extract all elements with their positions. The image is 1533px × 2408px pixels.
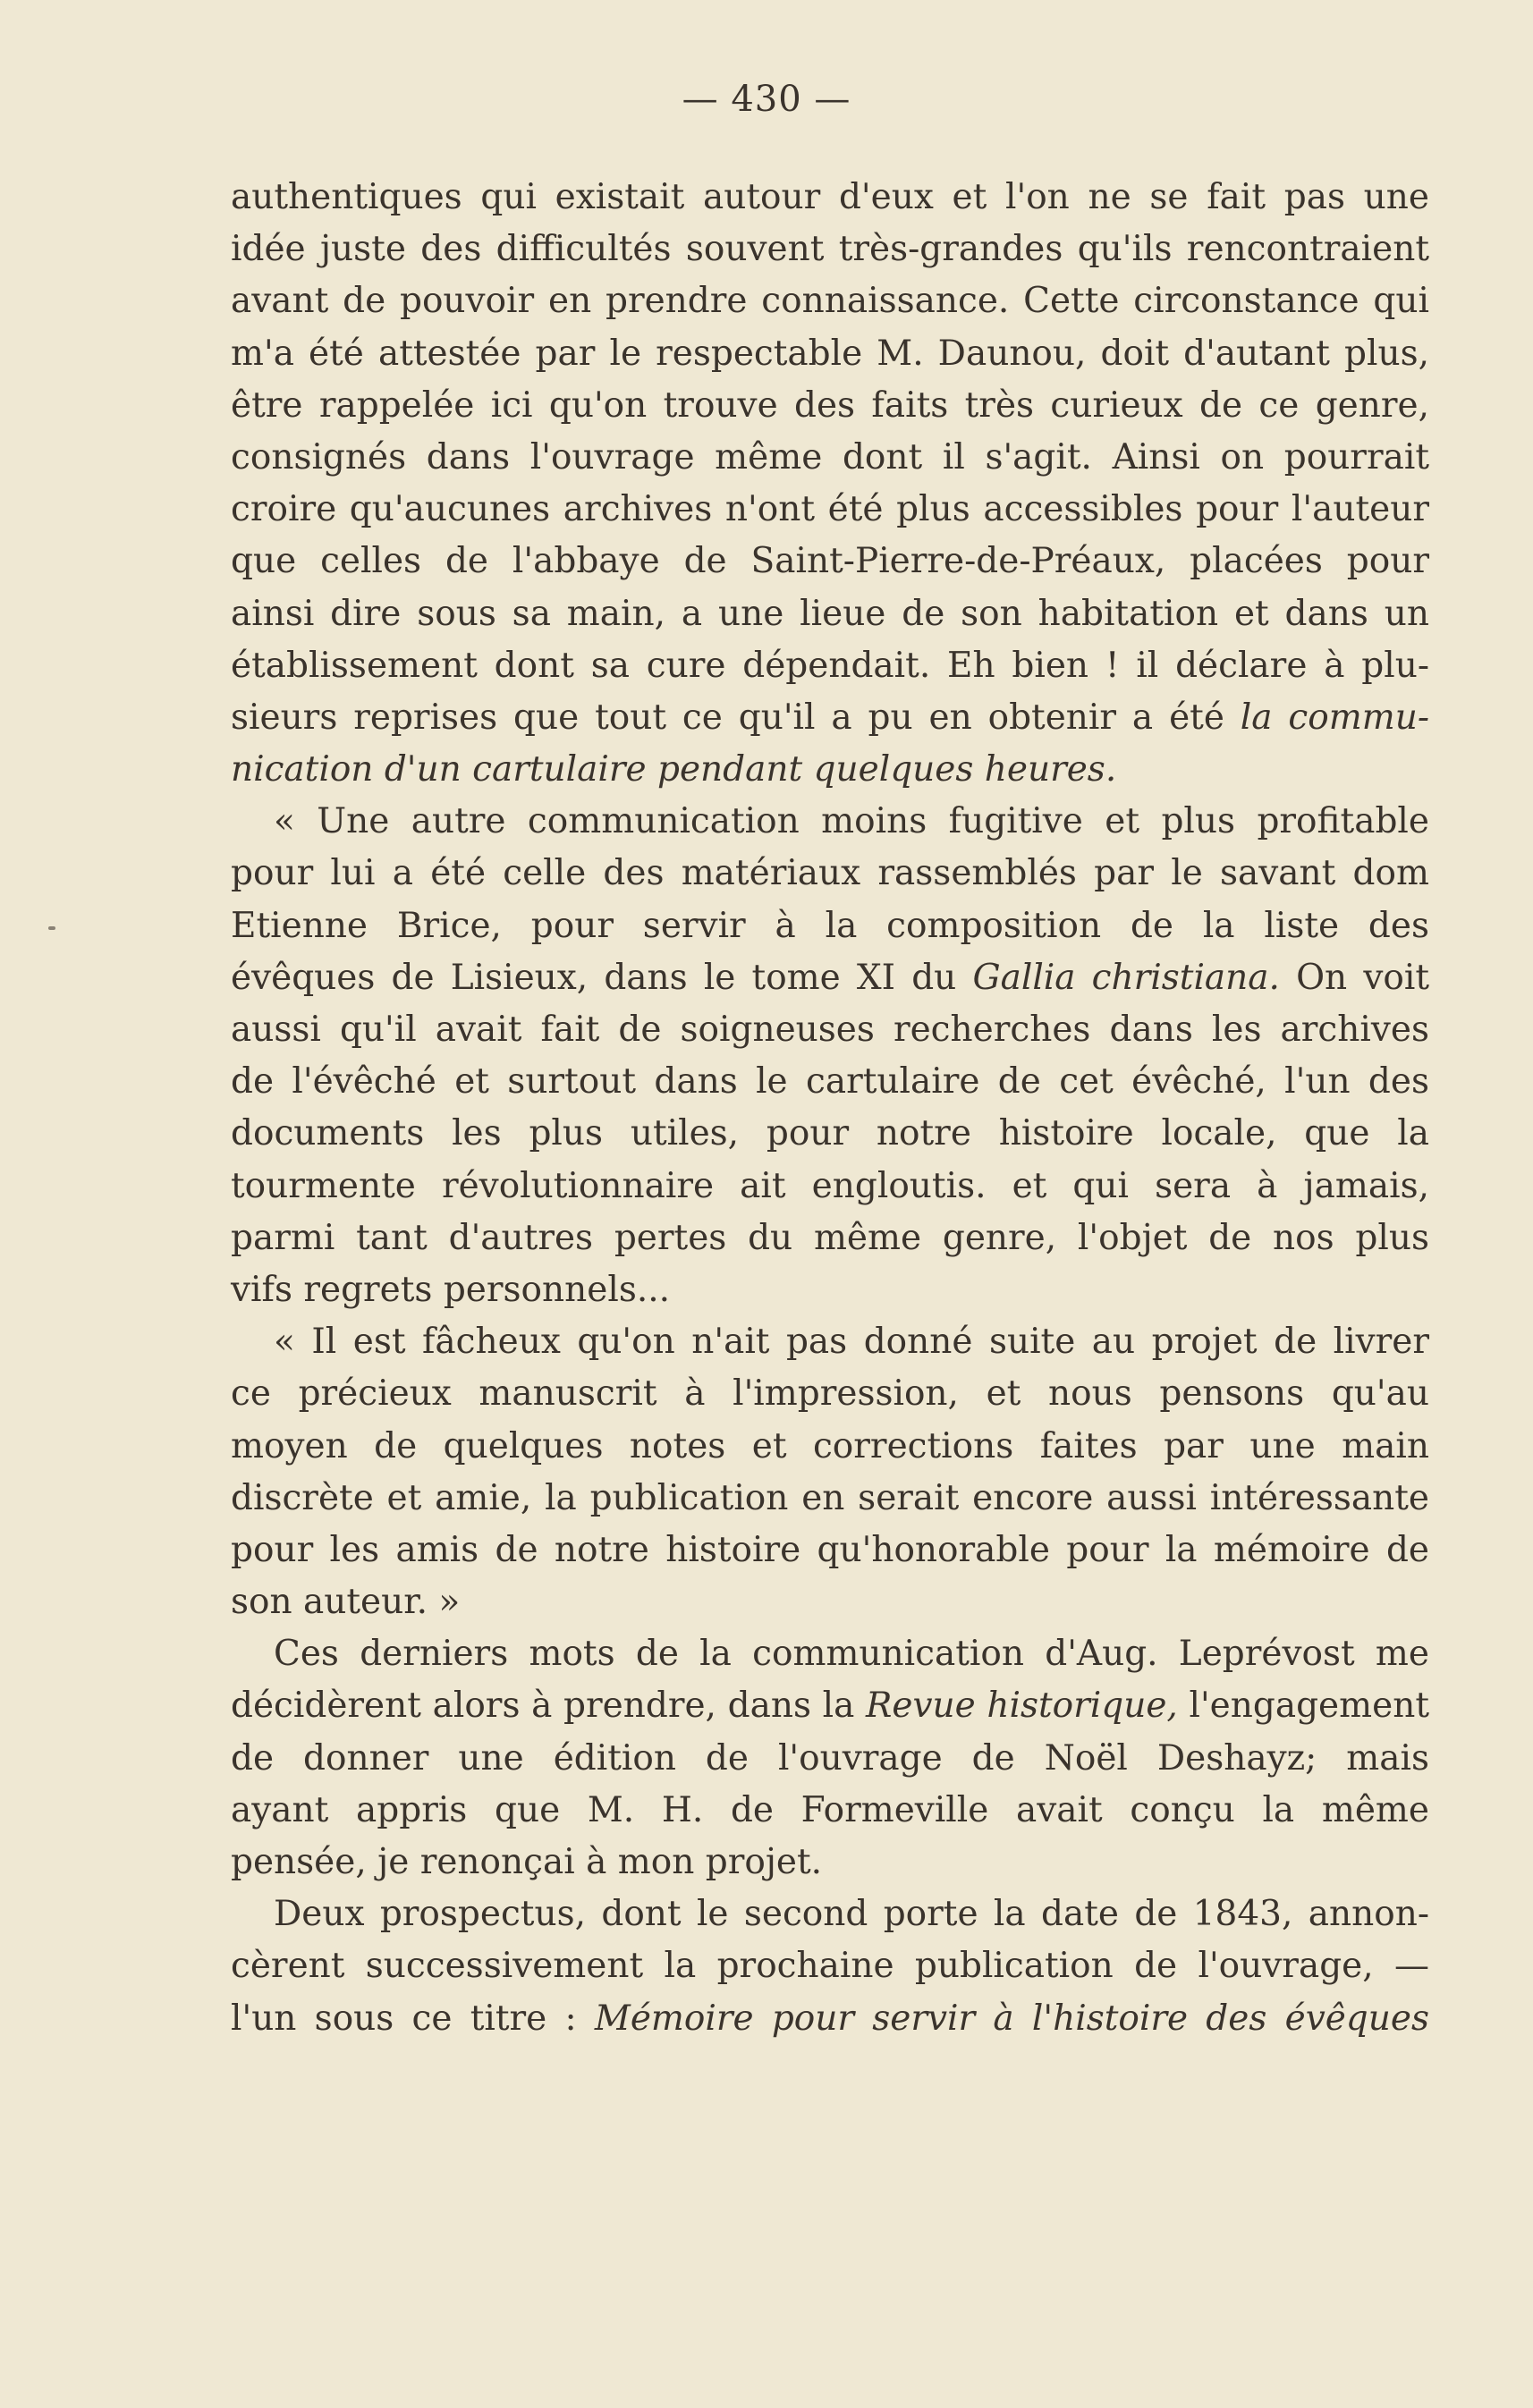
text-segment: ayant appris que M. H. de Formeville avait conçu la même <box>231 1789 1429 1830</box>
body-text <box>231 172 1429 2045</box>
text-line <box>231 1785 1429 1837</box>
text-line <box>231 848 1429 900</box>
page-number: — 430 — <box>682 79 851 120</box>
text-segment: Ces derniers mots de la communication d'Aug. Leprévost me <box>274 1634 1429 1675</box>
text-segment: aussi qu'il avait fait de soigneuses recherches dans les archives <box>231 1010 1429 1050</box>
text-line <box>231 328 1429 380</box>
text-segment: idée juste des difficultés souvent très-grandes qu'ils rencontraient <box>231 229 1429 270</box>
text-line <box>231 692 1429 744</box>
text-line <box>231 1733 1429 1785</box>
text-segment: sieurs reprises que tout ce qu'il a pu en obtenir a été <box>231 697 1241 738</box>
text-segment: croire qu'aucunes archives n'ont été plus accessibles pour l'auteur <box>231 489 1429 530</box>
text-segment: être rappelée ici qu'on trouve des faits très curieux de ce genre, <box>231 384 1429 426</box>
italic-text: Revue historique, <box>866 1686 1178 1727</box>
text-segment: de donner une édition de l'ouvrage de Noël Deshayz; mais <box>231 1737 1429 1779</box>
text-segment: évêques de Lisieux, dans le tome XI du <box>231 957 973 998</box>
text-segment: pour les amis de notre histoire qu'honorable pour la mémoire de <box>231 1529 1429 1570</box>
text-segment: décidèrent alors à prendre, dans la <box>231 1686 867 1727</box>
text-line <box>231 640 1429 692</box>
text-line <box>231 172 1429 224</box>
italic-text: Mémoire pour servir à l'histoire des évêques <box>594 1998 1429 2039</box>
text-segment: authentiques qui existait autour d'eux et l'on ne se fait pas une <box>231 177 1429 217</box>
text-line <box>231 484 1429 536</box>
text-segment: l'un sous ce titre : <box>231 1998 595 2039</box>
text-line <box>231 432 1429 484</box>
text-segment: documents les plus utiles, pour notre histoire locale, que la <box>231 1113 1429 1154</box>
text-line <box>231 1368 1429 1420</box>
text-segment: avant de pouvoir en prendre connaissance. Cette circonstance qui <box>231 281 1429 322</box>
text-line <box>231 1628 1429 1680</box>
text-line <box>231 1108 1429 1160</box>
text-line <box>231 1473 1429 1525</box>
text-line <box>231 1888 1429 1940</box>
margin-mark <box>48 926 55 930</box>
text-line <box>231 1004 1429 1056</box>
italic-text: nication d'un cartulaire pendant quelques heures. <box>231 749 1117 790</box>
text-segment: son auteur. » <box>231 1582 461 1623</box>
text-line <box>231 588 1429 640</box>
text-line <box>231 1161 1429 1212</box>
text-segment: cèrent successivement la prochaine publication de l'ouvrage, — <box>231 1946 1429 1987</box>
text-line <box>231 1316 1429 1368</box>
text-line <box>231 1680 1429 1732</box>
text-line <box>231 744 1429 796</box>
text-line <box>231 1212 1429 1264</box>
text-line <box>231 952 1429 1004</box>
text-segment: On voit <box>1279 957 1429 998</box>
text-line <box>231 1056 1429 1108</box>
text-line <box>231 1576 1429 1628</box>
text-segment: établissement dont sa cure dépendait. Eh bien ! il déclare à plu- <box>231 645 1429 686</box>
text-segment: « Une autre communication moins fugitive et plus profitable <box>274 801 1429 842</box>
text-segment: que celles de l'abbaye de Saint-Pierre-de-Préaux, placées pour <box>231 541 1429 582</box>
text-segment: « Il est fâcheux qu'on n'ait pas donné suite au projet de livrer <box>274 1322 1429 1363</box>
text-segment: Etienne Brice, pour servir à la composition de la liste des <box>231 905 1429 946</box>
text-line <box>231 224 1429 275</box>
text-line <box>231 1940 1429 1992</box>
text-line <box>231 275 1429 327</box>
text-line <box>231 1264 1429 1316</box>
text-line <box>231 1421 1429 1473</box>
text-segment: vifs regrets personnels... <box>231 1269 671 1310</box>
text-segment: parmi tant d'autres pertes du même genre, l'objet de nos plus <box>231 1217 1429 1258</box>
text-segment: discrète et amie, la publication en serait encore aussi intéressante <box>231 1477 1429 1518</box>
text-segment: Deux prospectus, dont le second porte la date de 1843, annon- <box>274 1894 1429 1935</box>
text-segment: ce précieux manuscrit à l'impression, et nous pensons qu'au <box>231 1373 1429 1415</box>
text-line <box>231 380 1429 432</box>
text-line <box>231 1525 1429 1576</box>
text-line <box>231 1993 1429 2045</box>
text-line <box>231 1837 1429 1888</box>
text-segment: moyen de quelques notes et corrections faites par une main <box>231 1425 1429 1466</box>
text-segment: ainsi dire sous sa main, a une lieue de son habitation et dans un <box>231 593 1429 634</box>
text-segment: pour lui a été celle des matériaux rassemblés par le savant dom <box>231 853 1429 894</box>
text-segment: de l'évêché et surtout dans le cartulaire de cet évêché, l'un des <box>231 1061 1429 1103</box>
text-line <box>231 536 1429 587</box>
italic-text: la commu- <box>1240 697 1429 738</box>
text-segment: pensée, je renonçai à mon projet. <box>231 1842 823 1882</box>
text-line <box>231 796 1429 848</box>
text-line <box>231 900 1429 952</box>
text-segment: m'a été attestée par le respectable M. Daunou, doit d'autant plus, <box>231 333 1429 374</box>
italic-text: Gallia christiana. <box>972 957 1280 998</box>
text-segment: l'engagement <box>1177 1686 1429 1727</box>
text-segment: tourmente révolutionnaire ait engloutis. et qui sera à jamais, <box>231 1165 1429 1206</box>
text-segment: consignés dans l'ouvrage même dont il s'agit. Ainsi on pourrait <box>231 436 1429 477</box>
